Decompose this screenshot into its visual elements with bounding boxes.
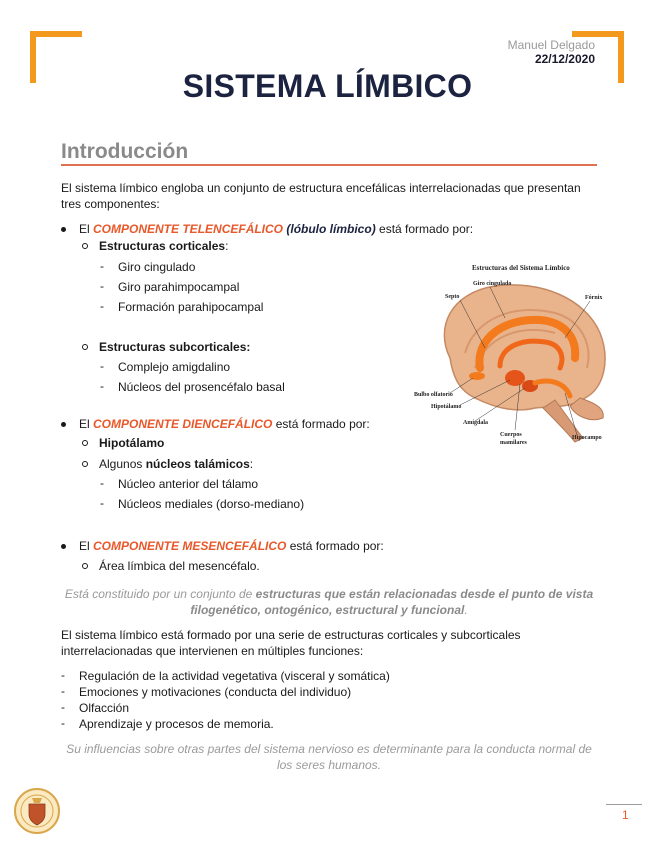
subcortical-item: Complejo amigdalino	[118, 360, 231, 374]
page-number: 1	[622, 808, 629, 822]
bullet-circle	[82, 440, 88, 446]
function-item: Regulación de la actividad vegetativa (visceral y somática)	[79, 669, 390, 683]
university-seal-icon	[13, 786, 61, 836]
section-heading-rule	[61, 164, 597, 166]
thalamic-subitem: Núcleos mediales (dorso-mediano)	[118, 497, 305, 511]
thalamic-nuclei-item: Algunos núcleos talámicos:	[99, 457, 254, 471]
svg-text:Amígdala: Amígdala	[463, 420, 489, 426]
bullet-circle	[82, 243, 88, 249]
subcortical-structures-label: Estructuras subcorticales:	[99, 340, 251, 354]
italic-note: Está constituido por un conjunto de estructuras que están relacionadas desde el punto de vista filogenético, ontogénico, estructural y funcional.	[64, 587, 594, 617]
cortical-structures-label: Estructuras corticales:	[99, 239, 229, 253]
svg-text:Hipocampo: Hipocampo	[572, 435, 602, 441]
function-item: Emociones y motivaciones (conducta del individuo)	[79, 685, 352, 699]
limbic-system-figure	[405, 258, 617, 458]
thalamic-subitem: Núcleo anterior del tálamo	[118, 477, 259, 491]
bullet-circle	[82, 344, 88, 350]
footer-rule	[606, 804, 642, 805]
corner-bracket-top-right	[572, 31, 624, 37]
svg-text:Fórnix: Fórnix	[585, 295, 603, 301]
brain-shape	[444, 285, 605, 410]
subcortical-item: Núcleos del prosencéfalo basal	[118, 380, 285, 394]
bullet-circle	[82, 563, 88, 569]
figure-title: Estructuras del Sistema Límbico	[472, 264, 570, 272]
hypothalamus-shape	[505, 370, 525, 386]
svg-text:mamilares: mamilares	[500, 440, 527, 446]
svg-text:Hipotálamo: Hipotálamo	[431, 404, 462, 410]
corner-bracket-top-left	[30, 31, 82, 37]
author-name: Manuel Delgado	[507, 38, 595, 52]
intro-paragraph: El sistema límbico engloba un conjunto de estructura encefálicas interrelacionadas que presentan tres componentes:	[61, 181, 581, 211]
svg-text:Cuerpos: Cuerpos	[500, 432, 522, 438]
section-heading: Introducción	[61, 140, 189, 163]
cortical-item: Giro cingulado	[118, 260, 196, 274]
bullet-dot	[61, 422, 66, 427]
functions-paragraph: El sistema límbico está formado por una serie de estructuras corticales y subcorticales interrelacionadas que intervienen en múltiples funciones:	[61, 628, 521, 658]
cortical-item: Giro parahimpocampal	[118, 280, 240, 294]
function-item: Aprendizaje y procesos de memoria.	[79, 717, 274, 731]
page-title: SISTEMA LÍMBICO	[182, 68, 473, 104]
bullet-circle	[82, 461, 88, 467]
function-item: Olfacción	[79, 701, 130, 715]
hypothalamus-item: Hipotálamo	[99, 436, 165, 450]
diencephalic-line: El COMPONENTE DIENCEFÁLICO está formado por:	[79, 417, 370, 431]
bullet-dot	[61, 544, 66, 549]
document-date: 22/12/2020	[534, 52, 595, 66]
svg-text:Septo: Septo	[445, 294, 460, 300]
svg-text:Bulbo olfatorio: Bulbo olfatorio	[414, 392, 453, 398]
bullet-dot	[61, 227, 66, 232]
closing-note: Su influencias sobre otras partes del sistema nervioso es determinante para la conducta normal de los seres humanos.	[66, 742, 592, 772]
telencephalic-line: El COMPONENTE TELENCEFÁLICO (lóbulo límbico) está formado por:	[79, 222, 474, 236]
svg-text:Giro cingulado: Giro cingulado	[473, 281, 512, 287]
cortical-item: Formación parahipocampal	[118, 300, 264, 314]
mesencephalic-item: Área límbica del mesencéfalo.	[99, 559, 260, 573]
mesencephalic-line: El COMPONENTE MESENCEFÁLICO está formado por:	[79, 539, 384, 553]
